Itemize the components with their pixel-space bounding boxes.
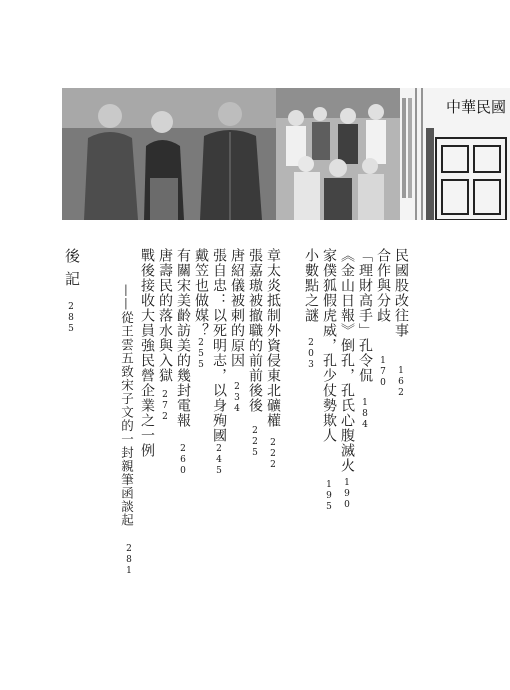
- table-of-contents: [60, 248, 490, 668]
- toc-entry-title: 「理財高手」孔令侃: [357, 248, 373, 383]
- toc-entry-title: 家僕狐假虎威，孔少仗勢欺人: [321, 248, 337, 443]
- toc-entry-title: 《金山日報》倒孔，孔氏心腹滅火: [339, 248, 355, 473]
- toc-entry-title: 張自忠：以死明志，以身殉國: [211, 248, 227, 443]
- toc-entry: [212, 248, 226, 443]
- toc-entry-title: 唐紹儀被刺的原因: [229, 248, 245, 368]
- toc-entry-page: 162: [396, 366, 406, 399]
- toc-entry-page: 170: [378, 356, 388, 389]
- toc-entry-page: 234: [232, 382, 242, 415]
- toc-entry-title: 民國股改往事: [393, 248, 409, 338]
- toc-entry-page: 281: [124, 544, 134, 577]
- toc-entry: [266, 248, 280, 428]
- toc-entry-title: ——從王雲五致宋子文的一封親筆函談起: [119, 284, 135, 527]
- toc-entry-title: 小數點之謎: [303, 248, 319, 323]
- toc-entry: [194, 248, 208, 338]
- toc-entry-page: 222: [268, 438, 278, 471]
- toc-entry-page: 285: [66, 302, 76, 335]
- toc-entry: [322, 248, 336, 443]
- toc-entry: [176, 248, 190, 428]
- toc-entry-page: 190: [342, 478, 352, 511]
- document-header-text: 中華民國: [446, 98, 507, 116]
- toc-entry-page: 260: [178, 444, 188, 477]
- toc-entry-page: 255: [196, 338, 206, 371]
- photo-strip: [62, 88, 510, 220]
- toc-entry-subtitle: [120, 284, 133, 527]
- toc-entry-page: 184: [360, 398, 370, 431]
- toc-entry-page: 245: [214, 444, 224, 477]
- toc-entry: [304, 248, 318, 323]
- toc-entry-page: 272: [160, 390, 170, 423]
- photo-republic-document: [400, 88, 510, 220]
- photo-family-group: [276, 88, 400, 220]
- toc-entry: [248, 248, 262, 413]
- afterword-entry: [64, 248, 79, 294]
- toc-entry-title: 章太炎抵制外資侵東北礦權: [265, 248, 281, 428]
- toc-entry-title: 後記: [63, 248, 81, 294]
- toc-entry: [394, 248, 408, 338]
- toc-entry: [158, 248, 172, 383]
- toc-entry-title: 唐壽民的落水與入獄: [157, 248, 173, 383]
- toc-entry: [230, 248, 244, 368]
- toc-entry-page: 195: [324, 480, 334, 513]
- toc-entry-title: 張嘉璈被撤職的前前後後: [247, 248, 263, 413]
- toc-entry-title: 戴笠也做媒？: [193, 248, 209, 338]
- toc-entry-page: 225: [250, 426, 260, 459]
- toc-entry: [140, 248, 154, 458]
- photo-chiang-stilwell: [62, 88, 276, 220]
- toc-entry-title: 戰後接收大員強民營企業之一例: [139, 248, 155, 458]
- toc-entry-page: 203: [306, 338, 316, 371]
- toc-entry-title: 合作與分歧: [375, 248, 391, 323]
- toc-entry-title: 有關宋美齡訪美的幾封電報: [175, 248, 191, 428]
- toc-entry: [376, 248, 390, 323]
- toc-entry: [358, 248, 372, 383]
- toc-entry: [340, 248, 354, 473]
